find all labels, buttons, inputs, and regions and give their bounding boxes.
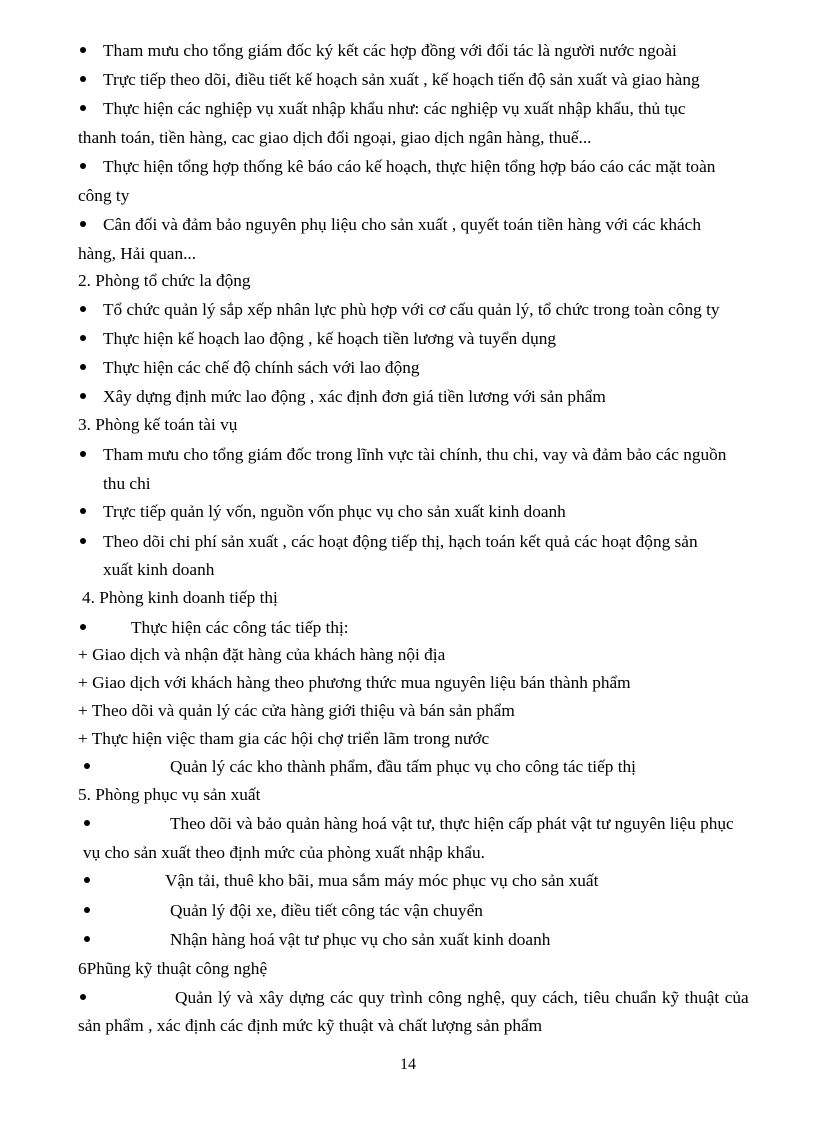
text-line: Tổ chức quản lý sắp xếp nhân lực phù hợp với cơ cấu quản lý, tổ chức trong toàn công ty	[103, 300, 720, 319]
text-line: xuất kinh doanh	[103, 560, 215, 579]
text-line: công ty	[78, 186, 130, 205]
text-line: thu chi	[103, 474, 151, 493]
bullet-icon	[80, 221, 86, 227]
text-line: Tham mưu cho tổng giám đốc trong lĩnh vực tài chính, thu chi, vay và đảm bảo các nguồn	[103, 445, 727, 464]
bullet-icon	[80, 76, 86, 82]
text-line: + Giao dịch với khách hàng theo phương thức mua nguyên liệu bán thành phẩm	[78, 673, 631, 692]
bullet-icon	[84, 820, 90, 826]
bullet-icon	[80, 364, 86, 370]
bullet-icon	[84, 936, 90, 942]
bullet-icon	[80, 994, 86, 1000]
bullet-icon	[80, 393, 86, 399]
bullet-icon	[80, 538, 86, 544]
text-line: + Giao dịch và nhận đặt hàng của khách hàng nội địa	[78, 645, 446, 664]
text-line: thanh toán, tiền hàng, cac giao dịch đối ngoại, giao dịch ngân hàng, thuế...	[78, 128, 592, 147]
page-number: 14	[400, 1056, 416, 1073]
bullet-icon	[84, 763, 90, 769]
text-line: Thực hiện các nghiệp vụ xuất nhập khẩu như: các nghiệp vụ xuất nhập khẩu, thủ tục	[103, 99, 686, 118]
text-line: Quản lý các kho thành phẩm, đầu tấm phục vụ cho công tác tiếp thị	[170, 757, 636, 776]
text-line: Cân đối và đảm bảo nguyên phụ liệu cho sản xuất , quyết toán tiền hàng với các khách	[103, 215, 701, 234]
text-line: Theo dõi và bảo quản hàng hoá vật tư, thực hiện cấp phát vật tư nguyên liệu phục	[170, 814, 734, 833]
text-line: hàng, Hải quan...	[78, 244, 197, 263]
bullet-icon	[80, 508, 86, 514]
bullet-icon	[80, 451, 86, 457]
text-line: Nhận hàng hoá vật tư phục vụ cho sản xuất kinh doanh	[170, 930, 551, 949]
text-line: Quản lý và xây dựng các quy trình công nghệ, quy cách, tiêu chuẩn kỹ thuật của	[175, 988, 749, 1007]
bullet-icon	[80, 163, 86, 169]
text-line: Trực tiếp quản lý vốn, nguồn vốn phục vụ cho sản xuất kinh doanh	[103, 502, 566, 521]
text-line: Thực hiện tổng hợp thống kê báo cáo kế hoạch, thực hiện tổng hợp báo cáo các mặt toàn	[103, 157, 716, 176]
text-line: vụ cho sản xuất theo định mức của phòng xuất nhập khẩu.	[83, 843, 485, 862]
bullet-icon	[80, 335, 86, 341]
bullet-icon	[84, 877, 90, 883]
bullet-icon	[84, 907, 90, 913]
text-line: Thực hiện kế hoạch lao động , kế hoạch tiền lương và tuyển dụng	[103, 329, 557, 348]
section-heading: 6Phũng kỹ thuật công nghệ	[78, 959, 268, 978]
text-line: sản phẩm , xác định các định mức kỹ thuật và chất lượng sản phẩm	[78, 1016, 543, 1035]
section-heading: 2. Phòng tổ chức la động	[78, 271, 251, 290]
text-line: Trực tiếp theo dõi, điều tiết kế hoạch sản xuất , kế hoạch tiến độ sản xuất và giao hàng	[103, 70, 700, 89]
text-line: + Theo dõi và quản lý các cửa hàng giới thiệu và bán sản phẩm	[78, 701, 515, 720]
bullet-icon	[80, 306, 86, 312]
text-line: Quản lý đội xe, điều tiết công tác vận chuyển	[170, 901, 483, 920]
section-heading: 3. Phòng kế toán tài vụ	[78, 415, 238, 434]
text-line: Thực hiện các chế độ chính sách với lao động	[103, 358, 420, 377]
text-line: Xây dựng định mức lao động , xác định đơn giá tiền lương với sản phẩm	[103, 387, 606, 406]
text-line: + Thực hiện việc tham gia các hội chợ triển lãm trong nước	[78, 729, 490, 748]
section-heading: 5. Phòng phục vụ sản xuất	[78, 785, 261, 804]
section-heading: 4. Phòng kinh doanh tiếp thị	[82, 588, 278, 607]
bullet-icon	[80, 105, 86, 111]
text-line: Tham mưu cho tổng giám đốc ký kết các hợp đồng với đối tác là người nước ngoài	[103, 41, 677, 60]
text-line: Theo dõi chi phí sản xuất , các hoạt động tiếp thị, hạch toán kết quả các hoạt động sản	[103, 532, 698, 551]
bullet-icon	[80, 624, 86, 630]
bullet-icon	[80, 47, 86, 53]
text-line: Thực hiện các công tác tiếp thị:	[131, 618, 349, 637]
text-line: Vận tải, thuê kho bãi, mua sắm máy móc phục vụ cho sản xuất	[165, 871, 599, 890]
